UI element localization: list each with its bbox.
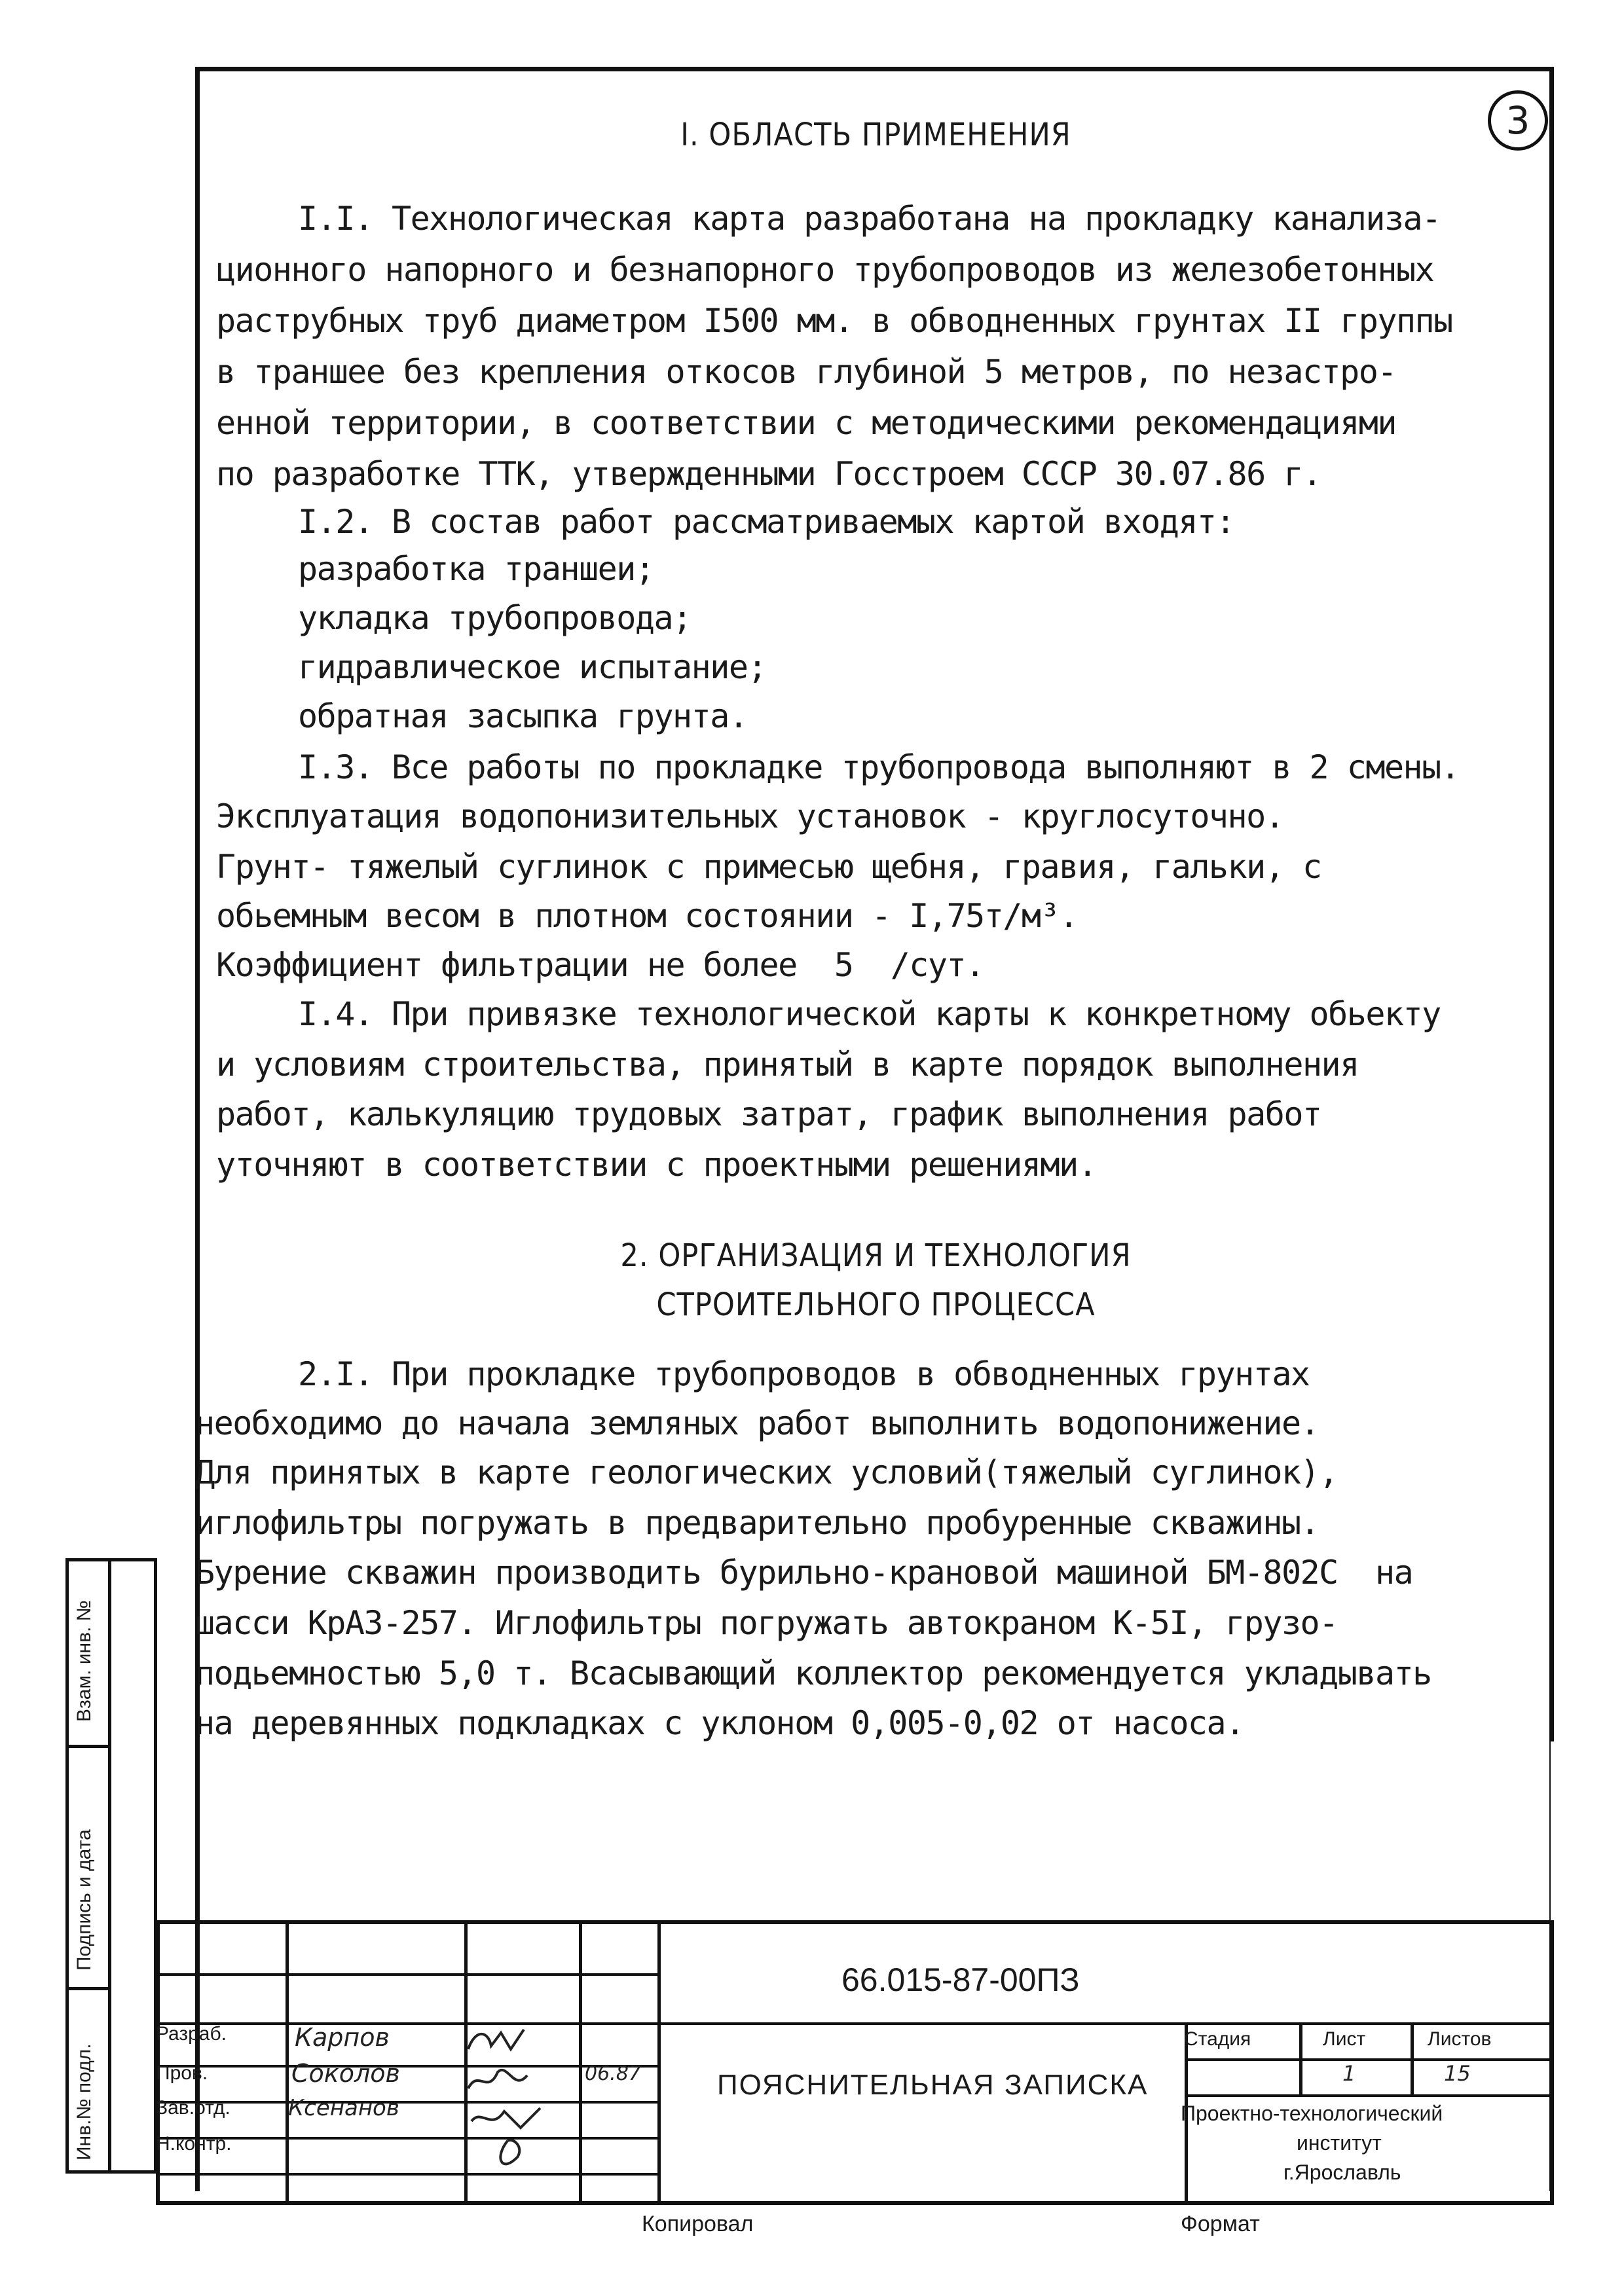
text-line: в траншее без крепления откосов глубиной 5 метров, по незастро- [216,353,1396,391]
text-line: I.I. Технологическая карта разработана на прокладку канализа- [298,200,1441,238]
text-line: Для принятых в карте геологических условий(тяжелый суглинок), [195,1453,1338,1491]
text-line: енной территории, в соответствии с методическими рекомендациями [216,404,1396,442]
footer-copied: Копировал [642,2212,754,2236]
text-line: I.4. При привязке технологической карты к конкретному обьекту [298,995,1441,1033]
role-head: Зав.отд. [156,2097,231,2119]
name-head: Ксенанов [288,2095,399,2121]
list-item: укладка трубопровода; [298,599,692,637]
section2-heading-line1: 2. ОРГАНИЗАЦИЯ И ТЕХНОЛОГИЯ [620,1237,1132,1274]
list-item: разработка траншеи; [298,550,654,588]
text-line: ционного напорного и безнапорного трубопроводов из железобетонных [216,251,1434,289]
text-line: на деревянных подкладках с уклоном 0,005-0,02 от насоса. [195,1704,1244,1742]
name-developer: Карпов [295,2023,390,2052]
text-line: Грунт- тяжелый суглинок с примесью щебня, гравия, гальки, с [216,848,1321,886]
text-line: раструбных труб диаметром I500 мм. в обводненных грунтах II группы [216,302,1452,340]
text-line: I.2. В состав работ рассматриваемых картой входят: [298,503,1235,541]
text-line: необходимо до начала земляных работ выполнить водопонижение. [195,1404,1320,1442]
text-line: I.3. Все работы по прокладке трубопровода выполняют в 2 смены. [298,748,1460,786]
sheets-value: 15 [1444,2061,1471,2086]
sheet-number-circle: 3 [1488,90,1548,151]
sheet-label: Лист [1323,2028,1366,2050]
section1-heading: I. ОБЛАСТЬ ПРИМЕНЕНИЯ [680,117,1071,153]
role-checker: Пров. [156,2062,208,2084]
text-line: 2.I. При прокладке трубопроводов в обводненных грунтах [298,1355,1310,1393]
sheets-label: Листов [1428,2028,1492,2050]
text-line: Эксплуатация водопонизительных установок - круглосуточно. [216,797,1284,835]
text-line: Бурение скважин производить бурильно-крановой машиной БМ-802С на [195,1554,1413,1592]
side-label-sign-date: Подпись и дата [73,1829,95,1971]
org-line2: институт [1297,2131,1382,2155]
stage-label: Стадия [1184,2028,1251,2050]
text-line: подьемностью 5,0 т. Всасывающий коллектор рекомендуется укладывать [195,1654,1431,1692]
list-item: гидравлическое испытание; [298,648,767,686]
list-item: обратная засыпка грунта. [298,697,748,735]
text-line: по разработке ТТК, утвержденными Госстроем СССР 30.07.86 г. [216,455,1321,493]
name-checker: Соколов [291,2059,400,2088]
role-norm-control: Н.контр. [156,2133,232,2155]
signatures [462,2016,566,2174]
doc-title: ПОЯСНИТЕЛЬНАЯ ЗАПИСКА [717,2069,1149,2101]
doc-code: 66.015-87-00ПЗ [841,1961,1080,1998]
side-label-replace-inv: Взам. инв. № [73,1600,95,1722]
role-developer: Разраб. [156,2023,227,2045]
org-line3: г.Ярославль [1283,2160,1401,2184]
section2-heading-line2: СТРОИТЕЛЬНОГО ПРОЦЕССА [656,1286,1096,1323]
text-line: Коэффициент фильтрации не более 5 /сут. [216,946,984,984]
sheet-value: 1 [1342,2061,1356,2086]
text-line: работ, калькуляцию трудовых затрат, график выполнения работ [216,1095,1321,1133]
org-line1: Проектно-технологический [1181,2102,1443,2125]
footer-format: Формат [1181,2212,1260,2236]
text-line: уточняют в соответствии с проектными решениями. [216,1146,1097,1184]
text-line: обьемным весом в плотном состоянии - I,75т/м³. [216,897,1078,935]
text-line: шасси КрАЗ-257. Иглофильтры погружать автокраном К-5I, грузо- [195,1604,1338,1642]
side-label-inv-orig: Инв.№ подл. [73,2043,95,2160]
date-checker: 06.87 [585,2062,641,2085]
text-line: и условиям строительства, принятый в карте порядок выполнения [216,1046,1359,1084]
text-line: иглофильтры погружать в предварительно пробуренные скважины. [195,1504,1320,1542]
